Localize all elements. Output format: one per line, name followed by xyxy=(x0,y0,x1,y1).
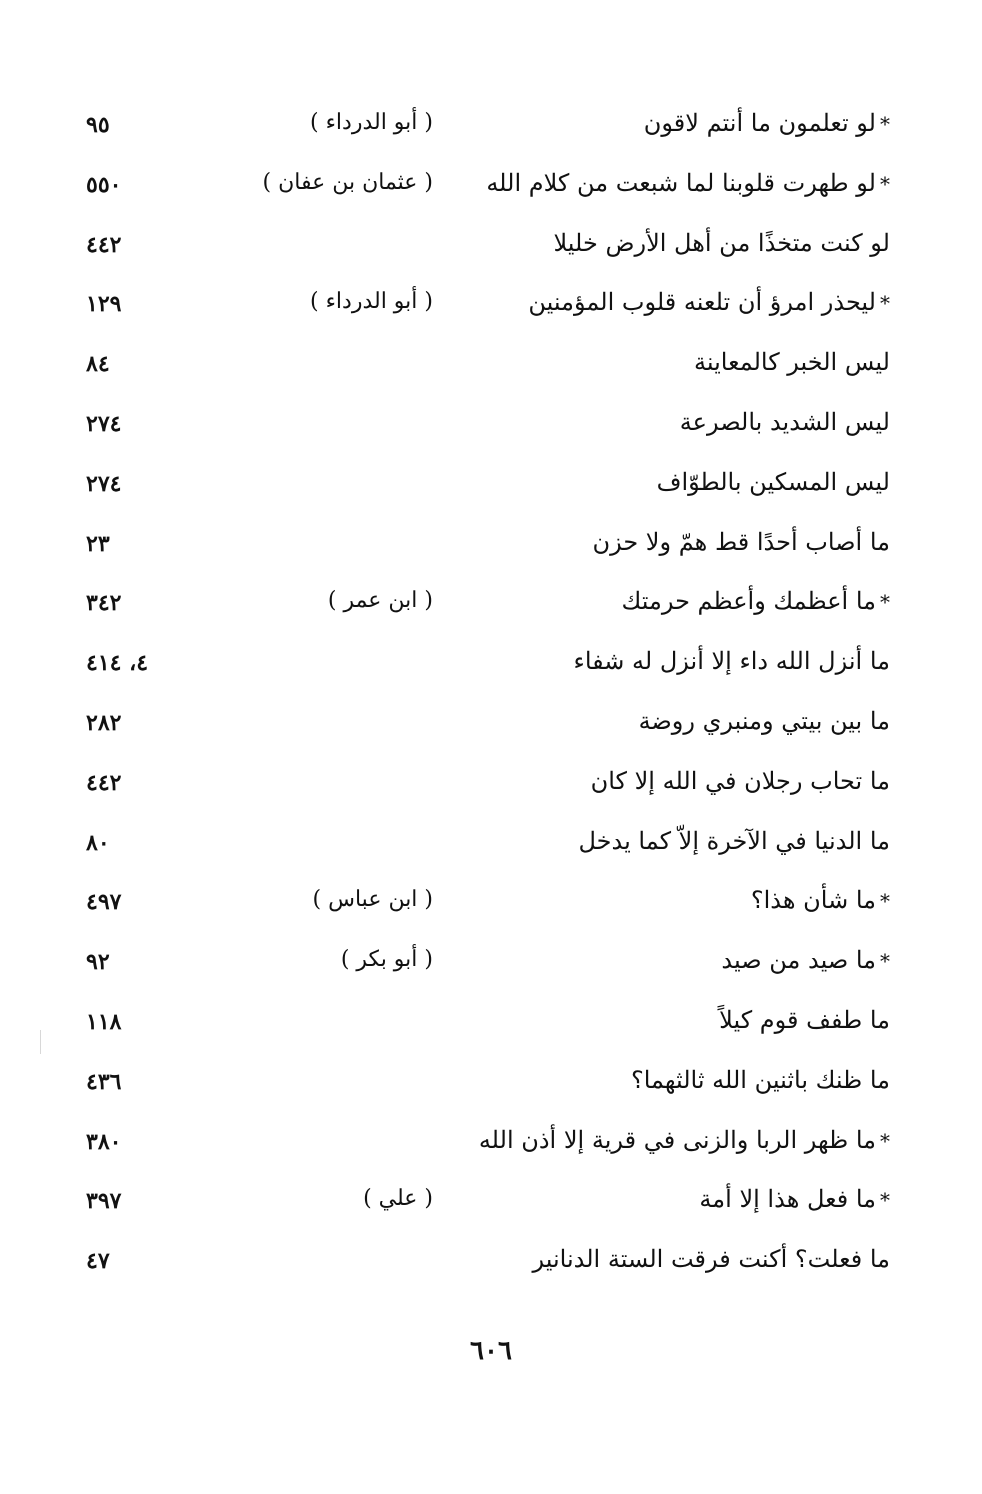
entry-page-ref: ٩٥ xyxy=(86,112,110,138)
entry-text-cell xyxy=(420,644,890,678)
index-entry-row xyxy=(0,756,982,816)
entry-text-cell xyxy=(420,285,890,320)
athar-marker: * xyxy=(880,889,890,914)
entry-attribution: ( علي ) xyxy=(363,1186,433,1212)
entry-text: ما تحاب رجلان في الله إلا كان xyxy=(590,766,890,795)
entry-text: ما أصاب أحدًا قط همّ ولا حزن xyxy=(592,527,890,556)
entry-text: لو كنت متخذًا من أهل الأرض خليلا xyxy=(553,228,890,257)
entry-text-cell xyxy=(420,465,890,499)
entry-text: ليحذر امرؤ أن تلعنه قلوب المؤمنين xyxy=(528,288,876,317)
index-entry-row xyxy=(0,875,982,935)
entry-text-cell xyxy=(420,584,890,619)
entry-text: ما أعظمك وأعظم حرمتك xyxy=(621,587,876,616)
entry-text: ما صيد من صيد xyxy=(721,946,876,975)
entry-attribution: ( أبو الدرداء ) xyxy=(310,110,433,135)
entry-text-cell xyxy=(420,824,890,858)
entry-attribution: ( عثمان بن عفان ) xyxy=(262,169,433,195)
index-entry-row xyxy=(0,457,982,517)
entry-text: ما ظهر الربا والزنى في قرية إلا أذن الله xyxy=(478,1125,876,1154)
entry-text-cell xyxy=(420,1003,890,1037)
entry-text-cell xyxy=(420,345,890,379)
index-entry-row xyxy=(0,397,982,457)
entry-page-ref: ٤٤٢ xyxy=(86,231,122,258)
entry-page-ref: ٣٩٧ xyxy=(86,1188,122,1215)
athar-marker: * xyxy=(880,1188,890,1213)
entry-page-ref: ٥٥٠ xyxy=(86,171,122,198)
entry-text-cell xyxy=(420,106,890,141)
entry-text-cell xyxy=(420,704,890,738)
entry-text-cell xyxy=(420,1123,890,1158)
entry-attribution: ( ابن عمر ) xyxy=(327,588,433,614)
entry-text-cell xyxy=(420,764,890,798)
entry-page-ref: ٣٤٢ xyxy=(86,590,122,617)
entry-page-ref: ٢٨٢ xyxy=(86,709,122,736)
entry-text: ما بين بيتي ومنبري روضة xyxy=(638,706,890,735)
athar-marker: * xyxy=(880,171,890,196)
entry-text: ما فعلت؟ أكنت فرقت الستة الدنانير xyxy=(532,1245,890,1274)
entry-text-cell xyxy=(420,1242,890,1276)
index-entry-row xyxy=(0,98,982,158)
entry-text: لو تعلمون ما أنتم لاقون xyxy=(643,109,876,137)
index-entry-row xyxy=(0,337,982,397)
athar-marker: * xyxy=(880,1128,890,1153)
entry-page-ref: ١١٨ xyxy=(86,1008,122,1035)
index-entry-row xyxy=(0,1115,982,1175)
entry-text: ما فعل هذا إلا أمة xyxy=(699,1185,876,1214)
entry-page-ref: ٤٤٢ xyxy=(86,769,122,796)
entry-text: ليس الشديد بالصرعة xyxy=(679,407,890,436)
entry-attribution: ( أبو بكر ) xyxy=(340,947,433,973)
entry-text: ما شأن هذا؟ xyxy=(750,886,876,915)
entry-text: ما طفف قوم كيلاً xyxy=(719,1005,890,1034)
margin-mark xyxy=(40,1030,41,1054)
entry-page-ref: ٢٧٤ xyxy=(86,470,122,497)
entry-page-ref: ٢٣ xyxy=(86,530,110,557)
entry-page-ref: ٤، ٤١٤ xyxy=(86,650,149,677)
entry-text-cell xyxy=(420,883,890,918)
entry-text-cell xyxy=(420,166,890,201)
index-entry-row xyxy=(0,1174,982,1234)
entry-text-cell xyxy=(420,226,890,260)
entry-attribution: ( أبو الدرداء ) xyxy=(310,289,433,315)
entry-page-ref: ٩٢ xyxy=(86,949,110,976)
index-entry-row xyxy=(0,995,982,1055)
entry-text: ما الدنيا في الآخرة إلاّ كما يدخل xyxy=(578,826,890,855)
index-entry-row xyxy=(0,576,982,636)
index-entry-row xyxy=(0,636,982,696)
entry-text-cell xyxy=(420,1182,890,1217)
index-entry-row xyxy=(0,277,982,337)
index-list xyxy=(0,98,982,1294)
index-entry-row xyxy=(0,935,982,995)
entry-page-ref: ٤٧ xyxy=(86,1248,110,1275)
entry-page-ref: ٢٧٤ xyxy=(86,410,122,437)
entry-page-ref: ١٢٩ xyxy=(86,291,122,318)
entry-text-cell xyxy=(420,1063,890,1097)
index-entry-row xyxy=(0,1055,982,1115)
athar-marker: * xyxy=(880,949,890,974)
entry-text: لو طهرت قلوبنا لما شبعت من كلام الله xyxy=(486,168,876,197)
entry-text-cell xyxy=(420,405,890,439)
index-entry-row xyxy=(0,696,982,756)
index-entry-row xyxy=(0,517,982,577)
entry-text: ليس الخبر كالمعاينة xyxy=(694,348,890,377)
athar-marker: * xyxy=(880,590,890,615)
entry-page-ref: ٤٩٧ xyxy=(86,889,122,916)
entry-text-cell xyxy=(420,525,890,559)
entry-text: ما أنزل الله داء إلا أنزل له شفاء xyxy=(573,647,890,676)
index-entry-row xyxy=(0,158,982,218)
athar-marker: * xyxy=(880,291,890,316)
entry-text: ليس المسكين بالطوّاف xyxy=(656,467,890,496)
entry-page-ref: ٨٠ xyxy=(86,829,110,856)
entry-page-ref: ٣٨٠ xyxy=(86,1128,122,1155)
athar-marker: * xyxy=(880,112,890,136)
page-number: ٦٠٦ xyxy=(470,1336,512,1366)
index-entry-row xyxy=(0,1234,982,1294)
entry-text-cell xyxy=(420,943,890,978)
entry-text: ما ظنك باثنين الله ثالثهما؟ xyxy=(630,1065,890,1094)
entry-page-ref: ٨٤ xyxy=(86,351,110,378)
entry-attribution: ( ابن عباس ) xyxy=(312,887,433,913)
index-entry-row xyxy=(0,816,982,876)
entry-page-ref: ٤٣٦ xyxy=(86,1068,122,1095)
index-entry-row xyxy=(0,218,982,278)
